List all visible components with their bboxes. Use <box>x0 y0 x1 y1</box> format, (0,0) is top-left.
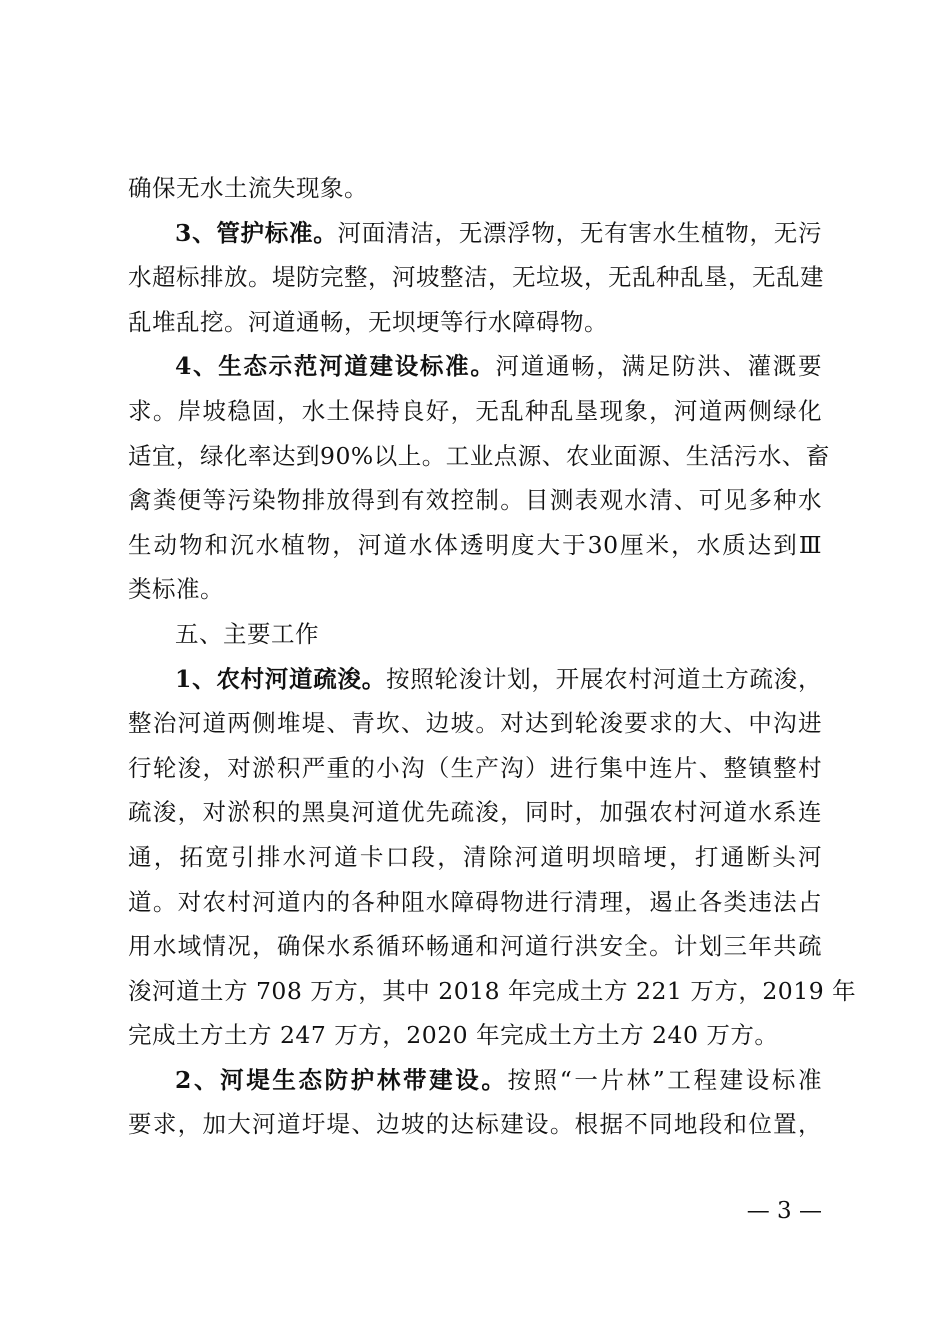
section-heading: 4、生态示范河道建设标准。 <box>175 352 496 381</box>
line-text: 五、主要工作 <box>175 619 319 648</box>
line-text: 完成土方土方 247 万方，2020 年完成土方土方 240 万方。 <box>128 1021 779 1050</box>
line-text: 整治河道两侧堆堤、青坎、边坡。对达到轮浚要求的大、中沟进 <box>128 709 822 738</box>
text-line <box>128 567 822 612</box>
line-text: 浚河道土方 708 万方，其中 2018 年完成土方 221 万方，2019 年 <box>128 976 857 1005</box>
line-text: 要求，加大河道圩堤、边坡的达标建设。根据不同地段和位置， <box>128 1110 822 1139</box>
text-line <box>128 1102 822 1147</box>
line-text: 禽粪便等污染物排放得到有效控制。目测表观水清、可见多种水 <box>128 486 822 515</box>
section-heading: 3、管护标准。 <box>175 218 338 247</box>
text-line <box>128 880 822 925</box>
text-line <box>128 389 822 434</box>
line-text: 行轮浚，对淤积严重的小沟（生产沟）进行集中连片、整镇整村 <box>128 753 822 782</box>
text-line <box>128 478 822 523</box>
text-line <box>128 701 822 746</box>
line-text: 水超标排放。堤防完整，河坡整洁，无垃圾，无乱种乱垦，无乱建 <box>128 263 824 292</box>
text-line <box>128 612 822 657</box>
line-text: 确保无水土流失现象。 <box>128 174 368 202</box>
line-text: 通，拓宽引排水河道卡口段，清除河道明坝暗埂，打通断头河 <box>128 842 822 871</box>
text-line <box>128 924 822 969</box>
line-text: 按照轮浚计划，开展农村河道土方疏浚， <box>385 664 822 693</box>
document-body <box>128 166 857 1147</box>
text-line <box>128 344 822 389</box>
text-line <box>128 255 822 300</box>
section-heading: 2、河堤生态防护林带建设。 <box>175 1065 508 1094</box>
line-text: 道。对农村河道内的各种阻水障碍物进行清理，遏止各类违法占 <box>128 887 822 916</box>
text-line <box>128 211 822 256</box>
line-text: 求。岸坡稳固，水土保持良好，无乱种乱垦现象，河道两侧绿化 <box>128 396 822 425</box>
text-line <box>128 790 822 835</box>
line-text: 类标准。 <box>128 575 224 604</box>
text-line <box>128 746 822 791</box>
text-line <box>128 657 822 702</box>
line-text: 疏浚，对淤积的黑臭河道优先疏浚，同时，加强农村河道水系连 <box>128 798 822 827</box>
line-text: 河道通畅，满足防洪、灌溉要 <box>495 352 822 381</box>
line-text: 生动物和沉水植物，河道水体透明度大于30厘米，水质达到Ⅲ <box>128 530 822 559</box>
text-line <box>128 434 830 479</box>
page-number: — 3 — <box>746 1198 822 1224</box>
text-line <box>128 1013 822 1058</box>
line-text: 适宜，绿化率达到90%以上。工业点源、农业面源、生活污水、畜 <box>128 441 830 470</box>
line-text: 用水域情况，确保水系循环畅通和河道行洪安全。计划三年共疏 <box>128 932 822 961</box>
text-line <box>128 1058 822 1103</box>
line-text: 河面清洁，无漂浮物，无有害水生植物，无污 <box>337 218 823 247</box>
text-line <box>128 300 822 345</box>
section-heading: 1、农村河道疏浚。 <box>175 664 386 693</box>
line-text: 按照“一片林”工程建设标准 <box>507 1065 822 1094</box>
text-line <box>128 166 822 211</box>
text-line <box>128 523 822 568</box>
text-line <box>128 835 822 880</box>
text-line <box>128 969 857 1014</box>
line-text: 乱堆乱挖。河道通畅，无坝埂等行水障碍物。 <box>128 307 608 336</box>
